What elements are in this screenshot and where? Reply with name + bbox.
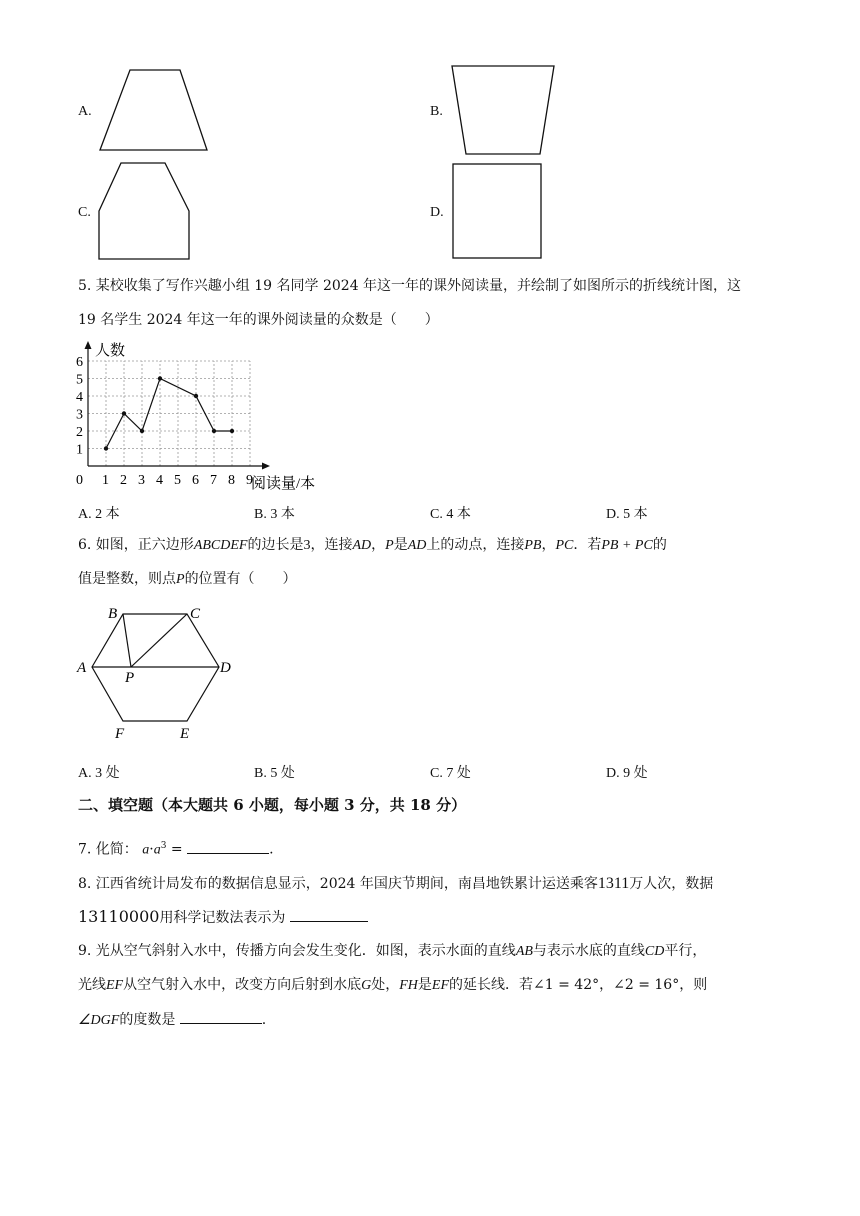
q4-option-d-figure	[449, 160, 545, 262]
q5-option-c: C. 4 本	[430, 507, 471, 522]
y-tick-label: 5	[76, 372, 83, 388]
x-tick-label: 7	[210, 473, 217, 488]
x-tick-label: 6	[192, 473, 199, 488]
x-tick-label: 1	[102, 473, 109, 488]
q6-option-d: D. 9 处	[606, 766, 648, 781]
q9-text-line1: 9. 光从空气斜射入水中，传播方向会发生变化．如图，表示水面的直线AB与表示水底的直线CD平行，	[78, 943, 707, 959]
q4-option-a-figure	[95, 66, 215, 154]
data-point	[194, 394, 198, 398]
q5-text-line1: 5. 某校收集了写作兴趣小组 19 名同学 2024 年这一年的课外阅读量，并绘制了如图所示的折线统计图，这	[78, 278, 742, 294]
q9-text-line2: 光线EF从空气射入水中，改变方向后射到水底G处，FH是EF的延长线．若∠1 = 42°，∠2 = 16°，则	[78, 977, 708, 993]
data-point	[104, 446, 108, 450]
q9-text-line3: ∠DGF的度数是 .	[78, 1009, 788, 1031]
q4-option-c-figure	[95, 159, 195, 263]
data-point	[140, 429, 144, 433]
y-tick-label: 6	[76, 355, 83, 370]
q6-option-a: A. 3 处	[78, 766, 120, 781]
q5-line-chart	[70, 334, 350, 496]
q8-text-line2: 13110000用科学记数法表示为	[78, 907, 788, 928]
y-tick-label: 3	[76, 407, 83, 423]
label-C: C	[190, 606, 201, 622]
q7-text: 7. 化简： $a\cdot a^3$ = .	[78, 836, 788, 861]
q6-text-line2: 值是整数，则点P的位置有（ ）	[78, 571, 297, 587]
label-A: A	[77, 660, 87, 676]
x-axis-arrow	[262, 463, 270, 470]
q6-text-line1: 6. 如图，正六边形ABCDEF的边长是3，连接AD，P是AD上的动点，连接PB，PC．若PB + PC的	[78, 537, 667, 553]
y-tick-label: 2	[76, 425, 83, 440]
x-tick-label: 3	[138, 473, 145, 488]
y-tick-label: 1	[76, 442, 83, 458]
label-B: B	[108, 606, 118, 622]
q5-option-a: A. 2 本	[78, 507, 120, 522]
q8-answer-blank[interactable]	[290, 907, 368, 922]
y-axis-label: 人数	[95, 343, 126, 359]
q4-option-b-figure	[448, 62, 560, 160]
x-tick-label: 9	[246, 473, 253, 488]
x-tick-label: 5	[174, 473, 181, 488]
label-E: E	[180, 726, 190, 742]
label-P: P	[125, 670, 135, 686]
x-tick-label: 2	[120, 473, 127, 488]
section2-title: 二、填空题（本大题共 6 小题，每小题 3 分，共 18 分）	[78, 796, 467, 814]
q4-option-b-label: B.	[430, 104, 443, 119]
data-point	[212, 429, 216, 433]
x-tick-label: 4	[156, 473, 163, 488]
y-axis-arrow	[85, 341, 92, 349]
q4-option-a-label: A.	[78, 104, 92, 119]
q6-option-b: B. 5 处	[254, 766, 295, 781]
q4-option-c-label: C.	[78, 205, 91, 220]
q5-text-line2: 19 名学生 2024 年这一年的课外阅读量的众数是（ ）	[78, 312, 439, 328]
q5-option-b: B. 3 本	[254, 507, 295, 522]
x-axis-label: 阅读量/本	[251, 476, 316, 492]
data-point	[122, 411, 126, 415]
label-F: F	[115, 726, 125, 742]
q5-option-d: D. 5 本	[606, 507, 648, 522]
q7-answer-blank[interactable]	[187, 839, 269, 854]
q9-answer-blank[interactable]	[180, 1009, 262, 1024]
label-D: D	[220, 660, 231, 676]
q6-option-c: C. 7 处	[430, 766, 471, 781]
q8-text-line1: 8. 江西省统计局发布的数据信息显示，2024 年国庆节期间，南昌地铁累计运送乘客1311万人次，数据	[78, 875, 714, 892]
x-tick-label: 8	[228, 473, 235, 488]
q6-hexagon-figure	[74, 600, 244, 745]
q4-option-d-label: D.	[430, 205, 444, 220]
data-point	[230, 429, 234, 433]
x-tick-label: 0	[76, 473, 83, 488]
data-point	[158, 376, 162, 380]
y-tick-label: 4	[76, 390, 83, 405]
